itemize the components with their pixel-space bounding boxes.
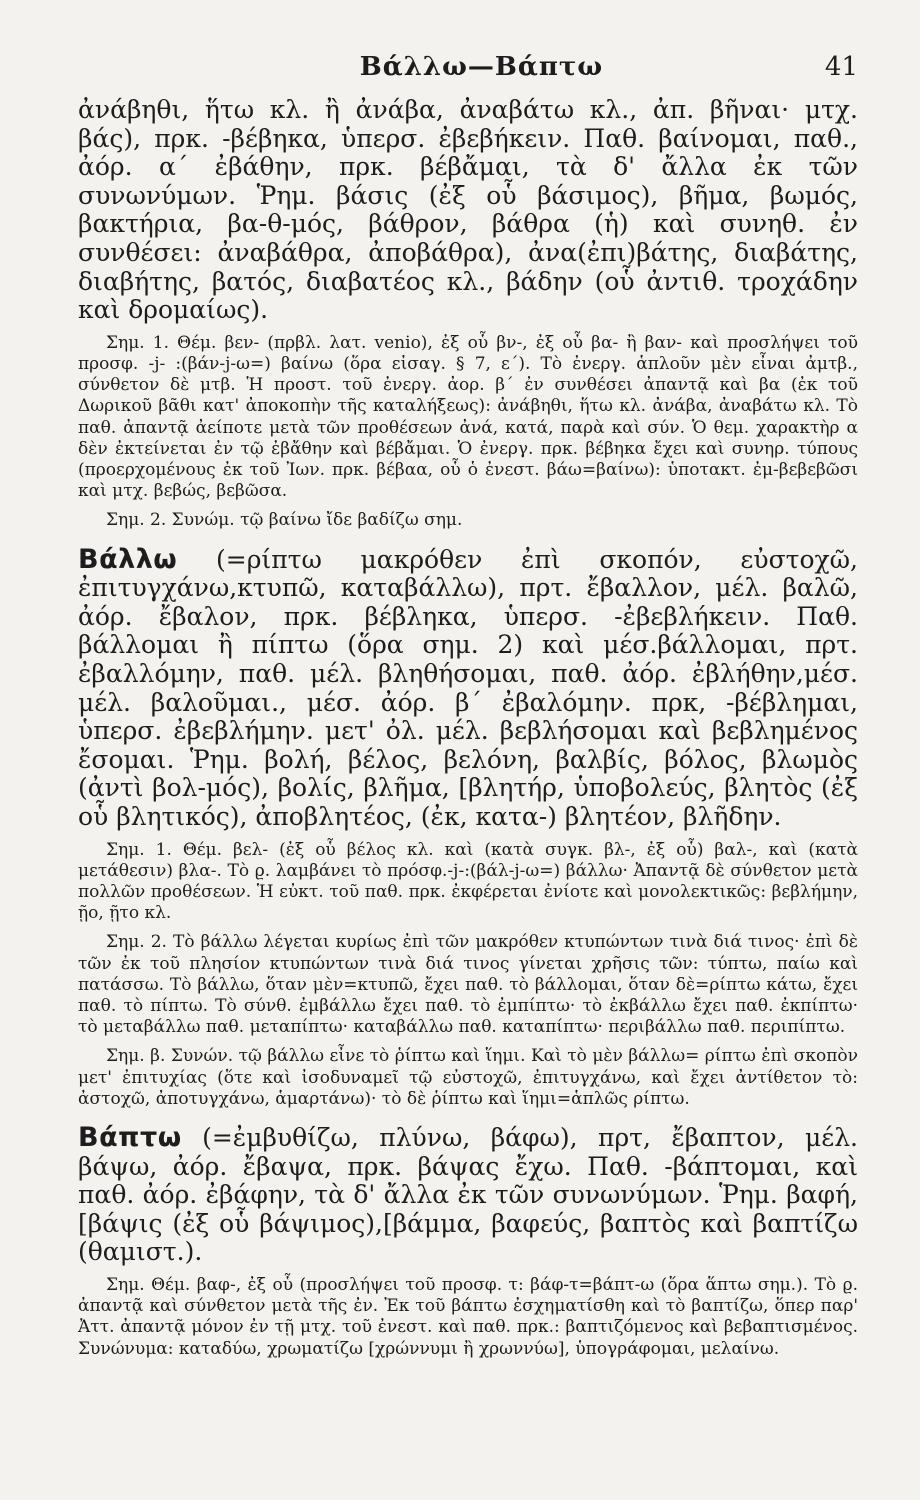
running-head: [78, 52, 858, 96]
note-2-ballo: Σημ. 2. Τὸ βάλλω λέγεται κυρίως ἐπὶ τῶν μακρόθεν κτυπώντων τινὰ διά τινος· ἐπὶ δὲ τῶν ἐκ τοῦ πλησίον κτυπώντων τινὰ διά τινος γίνεται χρῆσις τῶν: τύπτω, παίω καὶ πατάσσω. Τὸ βάλλω, ὅταν μὲν=κτυπῶ, ἔχει παθ. τὸ βάλλομαι, ὅταν δὲ=ρίπτω κάτω, ἔχει παθ. τὸ πίπτω. Τὸ σύνθ. ἐμβάλλω ἔχει παθ. τὸ ἐμπίπτω· τὸ ἐκβάλλω ἔχει παθ. ἐκπίπτω· τὸ μεταβάλλω παθ. μεταπίπτω· καταβάλλω παθ. καταπίπτω· περιβάλλω παθ. περιπίπτω.: [78, 932, 858, 1038]
note-1-ballo: Σημ. 1. Θέμ. βελ- (ἐξ οὗ βέλος κλ. καὶ (κατὰ συγκ. βλ-, ἐξ οὗ) βαλ-, καὶ (κατὰ μετάθεσιν) βλα-. Τὸ ϱ. λαμβάνει τὸ πρόσφ.-j-:(βάλ-j-ω=) βάλλω· Ἀπαντᾷ δὲ σύνθετον μετὰ πολλῶν προθέσεων. Ἡ εὐκτ. τοῦ παθ. πρκ. ἐκφέρεται ἐνίοτε καὶ μονολεκτικῶς: βεβλήμην, ῇο, ῇτο κλ.: [78, 839, 858, 924]
entry-continuation-text: ἀνάβηθι, ἥτω κλ. ἢ ἀνάβα, ἀναβάτω κλ., ἀπ. βῆναι· μτχ. βάς), πρκ. -βέβηκα, ὑπερσ. ἐβεβήκειν. Παθ. βαίνομαι, παθ., ἀόρ. α΄ ἐβάθην, πρκ. βέβἄμαι, τὰ δ' ἄλλα ἐκ τῶν συνωνύμων. Ῥημ. βάσις (ἐξ οὗ βάσιμος), βῆμα, βωμός, βακτήρια, βα-θ-μός, βάθρον, βάθρα (ἡ) καὶ συνηθ. ἐν συνθέσει: ἀναβάθρα, ἀποβάθρα), ἀνα(ἐπι)βάτης, διαβάτης, διαβήτης, βατός, διαβατέος κλ., βάδην (οὗ ἀντιθ. τροχάδην καὶ δρομαίως).: [78, 95, 858, 325]
page-number: 41: [824, 52, 858, 82]
entry-bapto: [78, 1121, 858, 1267]
entry-bapto-text: (=ἐμβυθίζω, πλύνω, βάφω), πρτ, ἔβαπτον, μέλ. βάψω, ἀόρ. ἔβαψα, πρκ. βάψας ἔχω. Παθ. -βάπτομαι, καὶ παθ. ἀόρ. ἐβάφην, τὰ δ' ἄλλα ἐκ τῶν συνωνύμων. Ῥημ. βαφή,[βάψις (ἐξ οὗ βάψιμος),[βάμμα, βαφεύς, βαπτὸς καὶ βαπτίζω (θαμιστ.).: [78, 1122, 858, 1267]
headword-ballo: Βάλλω: [78, 543, 178, 575]
entry-continuation: [78, 96, 858, 325]
headword-bapto: Βάπτω: [78, 1121, 182, 1153]
entry-ballo: [78, 543, 858, 832]
note-b-ballo: Σημ. β. Συνών. τῷ βάλλω εἶνε τὸ ῥίπτω καὶ ἵημι. Καὶ τὸ μὲν βάλλω= ρίπτω ἐπὶ σκοπὸν μετ' ἐπιτυχίας (ὅτε καὶ ἰσοδυναμεῖ τῷ εὐστοχῶ, ἐπιτυγχάνω, καὶ ἔχει ἀντίθετον τὸ: ἀστοχῶ, ἀποτυγχάνω, ἁμαρτάνω)· τὸ δὲ ῥίπτω καὶ ἵημι=ἁπλῶς ρίπτω.: [78, 1046, 858, 1109]
entry-ballo-text: (=ρίπτω μακρόθεν ἐπὶ σκοπόν, εὐστοχῶ, ἐπιτυγχάνω,κτυπῶ, καταβάλλω), πρτ. ἔβαλλον, μέλ. βαλῶ, ἀόρ. ἔβαλον, πρκ. βέβληκα, ὑπερσ. -ἐβεβλήκειν. Παθ. βάλλομαι ἢ πίπτω (ὅρα σημ. 2) καὶ μέσ.βάλλομαι, πρτ. ἐβαλλόμην, παθ. μέλ. βληθήσομαι, παθ. ἀόρ. ἐβλήθην,μέσ. μέλ. βαλοῦμαι., μέσ. ἀόρ. β΄ ἐβαλόμην. πρκ, -βέβλημαι, ὑπερσ. ἐβεβλήμην. μετ' ὀλ. μέλ. βεβλήσομαι καὶ βεβλημένος ἔσομαι. Ῥημ. βολή, βέλος, βελόνη, βαλβίς, βόλος, βλωμὸς (ἀντὶ βολ-μός), βολίς, βλῆμα, [βλητήρ, ὑποβολεύς, βλητὸς (ἐξ οὗ βλητικός), ἀποβλητέος, (ἐκ, κατα-) βλητέον, βλῆδην.: [78, 544, 858, 831]
note-1-baino: Σημ. 1. Θέμ. βεν- (πρβλ. λατ. venio), ἐξ οὗ βν-, ἐξ οὗ βα- ἢ βαν- καὶ προσλήψει τοῦ προσφ. -j- :(βάν-j-ω=) βαίνω (ὅρα εἰσαγ. § 7, ε΄). Τὸ ἐνεργ. ἁπλοῦν μὲν εἶναι ἀμτβ., σύνθετον δὲ μτβ. Ἡ προστ. τοῦ ἐνεργ. ἀορ. β΄ ἐν συνθέσει ἀπαντᾷ καὶ βα (ἐκ τοῦ Δωρικοῦ βᾶθι κατ' ἀποκοπὴν τῆς καταλήξεως): ἀνάβηθι, ἥτω κλ. ἀνάβα, ἀναβάτω κλ. Τὸ παθ. ἀπαντᾷ ἀείποτε μετὰ τῶν προθέσεων ἀνά, κατά, παρὰ καὶ σύν. Ὁ θεμ. χαρακτὴρ α δὲν ἐκτείνεται ἐν τῷ ἐβἄθην καὶ βέβἄμαι. Ὁ ἐνεργ. πρκ. βέβηκα ἔχει καὶ συνηρ. τύπους (προερχομένους ἐκ τοῦ Ἰων. πρκ. βέβαα, οὗ ὁ ἐνεστ. βάω=βαίνω): ὑποτακτ. ἐμ-βεβεβῶσι καὶ μτχ. βεβώς, βεβῶσα.: [78, 332, 858, 502]
note-2-baino: Σημ. 2. Συνώμ. τῷ βαίνω ἴδε βαδίζω σημ.: [106, 510, 463, 531]
running-title: Βάλλω—Βάπτω: [359, 52, 604, 82]
note-bapto: Σημ. Θέμ. βαφ-, ἐξ οὗ (προσλήψει τοῦ προσφ. τ: βάφ-τ=βάπτ-ω (ὅρα ἅπτω σημ.). Τὸ ϱ. ἀπαντᾷ καὶ σύνθετον μετὰ τῆς ἐν. Ἐκ τοῦ βάπτω ἐσχηματίσθη καὶ τὸ βαπτίζω, ὅπερ παρ' Ἀττ. ἀπαντᾷ μόνον ἐν τῇ μτχ. τοῦ ἐνεστ. καὶ παθ. πρκ.: βαπτιζόμενος καὶ βεβαπτισμένος. Συνώνυμα: καταδύω, χρωματίζω [χρώννυμι ἢ χρωννύω], ὑπογράφομαι, μελαίνω.: [78, 1274, 858, 1359]
